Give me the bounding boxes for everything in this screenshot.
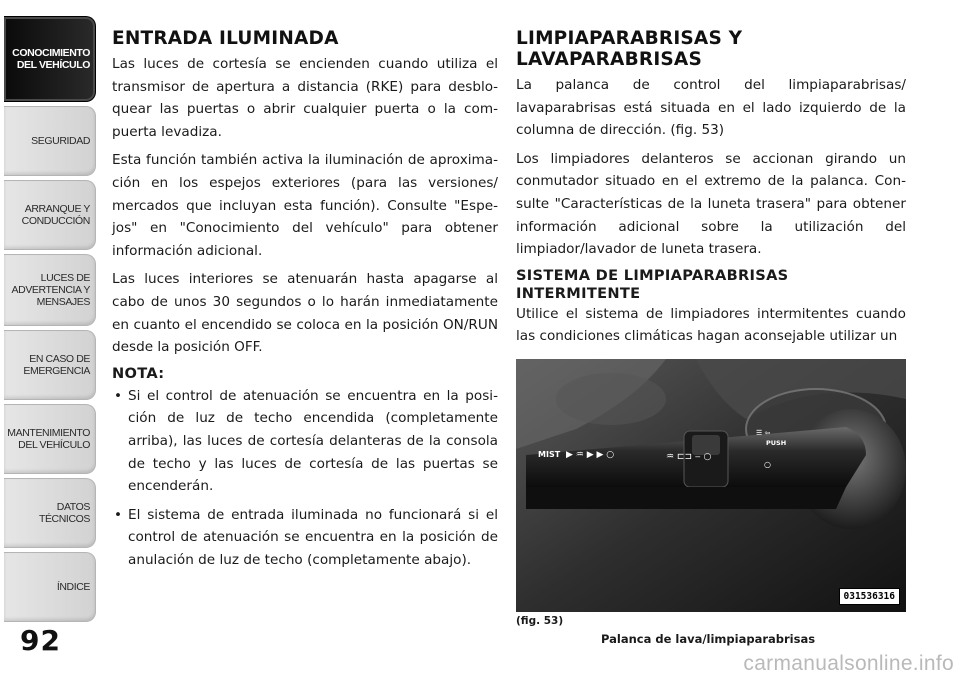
tab-seguridad[interactable]: SEGURIDAD <box>4 106 96 176</box>
wiper-lever-illustration <box>516 359 906 612</box>
tab-arranque-y-conduccion[interactable]: ARRANQUE Y CONDUCCIÓN <box>4 180 96 250</box>
note-label: NOTA: <box>112 364 165 382</box>
paragraph: La palanca de control del limpiaparabrisas/ lavaparabrisas está situada en el lado izquierdo de la columna de dirección. (fig. 53) <box>516 77 906 139</box>
tab-datos-tecnicos[interactable]: DATOS TÉCNICOS <box>4 478 96 548</box>
svg-text:♒ ⊏⊐ ‒ ○: ♒ ⊏⊐ ‒ ○ <box>666 452 712 462</box>
left-column <box>112 28 498 577</box>
note-list <box>112 385 498 572</box>
paragraph: Utilice el sistema de limpiadores intermitentes cuando las condiciones climáticas hagan aconsejable utilizar un <box>516 305 906 345</box>
figure-caption: Palanca de lava/limpiaparabrisas <box>601 632 816 646</box>
section-title-limpiaparabrisas: LIMPIAPARABRISAS Y LAVAPARABRISAS <box>516 28 743 70</box>
page-number: 92 <box>20 624 61 657</box>
right-column <box>516 28 906 646</box>
lever-mist-label: MIST <box>538 450 561 459</box>
svg-text:▶ ♒ ▶ ▶ ○: ▶ ♒ ▶ ▶ ○ <box>566 450 615 460</box>
tab-indice[interactable]: ÍNDICE <box>4 552 96 622</box>
wiper-lever-photo <box>516 359 906 612</box>
svg-text:☰ ⇦: ☰ ⇦ <box>756 429 771 437</box>
figure-code: 031536316 <box>839 588 900 605</box>
svg-text:○: ○ <box>764 460 771 469</box>
paragraph: Los limpiadores delanteros se accionan girando un conmutador situado en el extremo de la palanca. Consulte "Características de la luneta trasera" para obtener información adicional sobre la utilización del limpiador/lavador de luneta trasera. <box>516 150 906 258</box>
tab-en-caso-de-emergencia[interactable]: EN CASO DE EMERGENCIA <box>4 330 96 400</box>
tab-mantenimiento-del-vehiculo[interactable]: MANTENIMIENTO DEL VEHÍCULO <box>4 404 96 474</box>
chapter-sidebar <box>0 0 98 678</box>
list-item: • El sistema de entrada iluminada no funcionará si el control de atenuación se encuentra en la posición de anulación de luz de techo (completamente abajo). <box>112 504 498 572</box>
watermark: carmanualsonline.info <box>743 652 954 675</box>
list-item: • Si el control de atenuación se encuentra en la posición de luz de techo encendida (completamente arriba), las luces de cortesía delanteras de la consola de techo y las luces de cortesía de las puertas se encenderán. <box>112 385 498 498</box>
tab-luces-de-advertencia[interactable]: LUCES DE ADVERTENCIA Y MENSAJES <box>4 254 96 326</box>
paragraph: Esta función también activa la iluminación de aproximación en los espejos exteriores (para las versiones/ mercados que incluyan esta función). Consulte "Espejos" en "Conocimiento del vehículo" para obtener información adicional. <box>112 152 498 259</box>
subsection-title-intermitente: SISTEMA DE LIMPIAPARABRISAS INTERMITENTE <box>516 266 789 302</box>
section-title-entrada-iluminada: ENTRADA ILUMINADA <box>112 28 339 49</box>
paragraph: Las luces de cortesía se encienden cuando utiliza el transmisor de apertura a distancia (RKE) para desbloquear las puertas o abrir cualquier puerta o la compuerta levadiza. <box>112 56 498 140</box>
tab-conocimiento-del-vehiculo[interactable]: CONOCIMIENTO DEL VEHÍCULO <box>4 16 96 102</box>
figure-reference: (fig. 53) <box>516 615 564 627</box>
lever-push-label: PUSH <box>766 439 787 447</box>
paragraph: Las luces interiores se atenuarán hasta apagarse al cabo de unos 30 segundos o lo harán inmediatamente en cuanto el encendido se coloca en la posición ON/RUN desde la posición OFF. <box>112 271 498 356</box>
